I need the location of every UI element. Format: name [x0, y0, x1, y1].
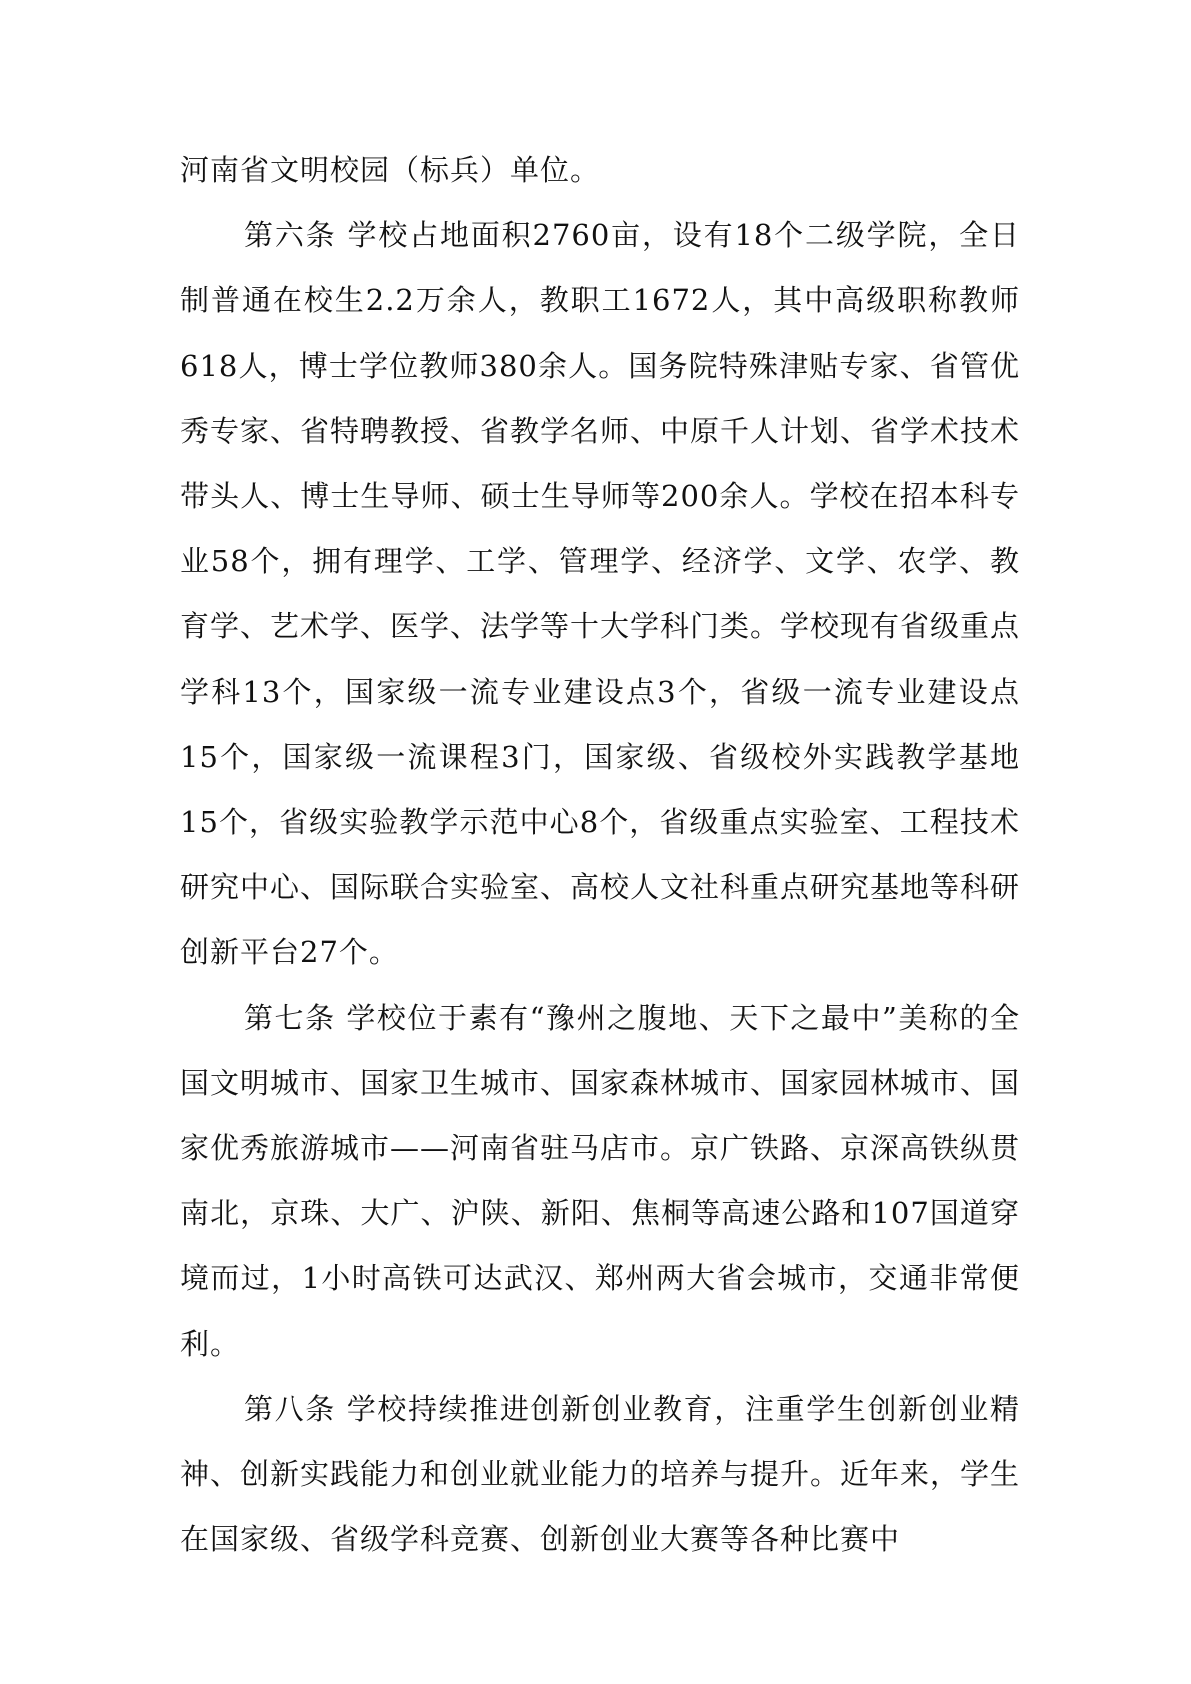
paragraph-article-8: 第八条 学校持续推进创新创业教育，注重学生创新创业精神、创新实践能力和创业就业能力的培养与提升。近年来，学生在国家级、省级学科竞赛、创新创业大赛等各种比赛中	[180, 1391, 1021, 1557]
paragraph-continuation: 河南省文明校园（标兵）单位。	[180, 153, 601, 187]
paragraph-article-7: 第七条 学校位于素有“豫州之腹地、天下之最中”美称的全国文明城市、国家卫生城市、国家森林城市、国家园林城市、国家优秀旅游城市——河南省驻马店市。京广铁路、京深高铁纵贯南北，京珠、大广、沪陕、新阳、焦桐等高速公路和107国道穿境而过，1小时高铁可达武汉、郑州两大省会城市，交通非常便利。	[180, 1000, 1021, 1361]
paragraph-article-6: 第六条 学校占地面积2760亩，设有18个二级学院，全日制普通在校生2.2万余人，教职工1672人，其中高级职称教师618人，博士学位教师380余人。国务院特殊津贴专家、省管优秀专家、省特聘教授、省教学名师、中原千人计划、省学术技术带头人、博士生导师、硕士生导师等200余人。学校在招本科专业58个，拥有理学、工学、管理学、经济学、文学、农学、教育学、艺术学、医学、法学等十大学科门类。学校现有省级重点学科13个，国家级一流专业建设点3个，省级一流专业建设点15个，国家级一流课程3门，国家级、省级校外实践教学基地15个，省级实验教学示范中心8个，省级重点实验室、工程技术研究中心、国际联合实验室、高校人文社科重点研究基地等科研创新平台27个。	[180, 218, 1021, 970]
document-body	[180, 138, 1020, 1572]
